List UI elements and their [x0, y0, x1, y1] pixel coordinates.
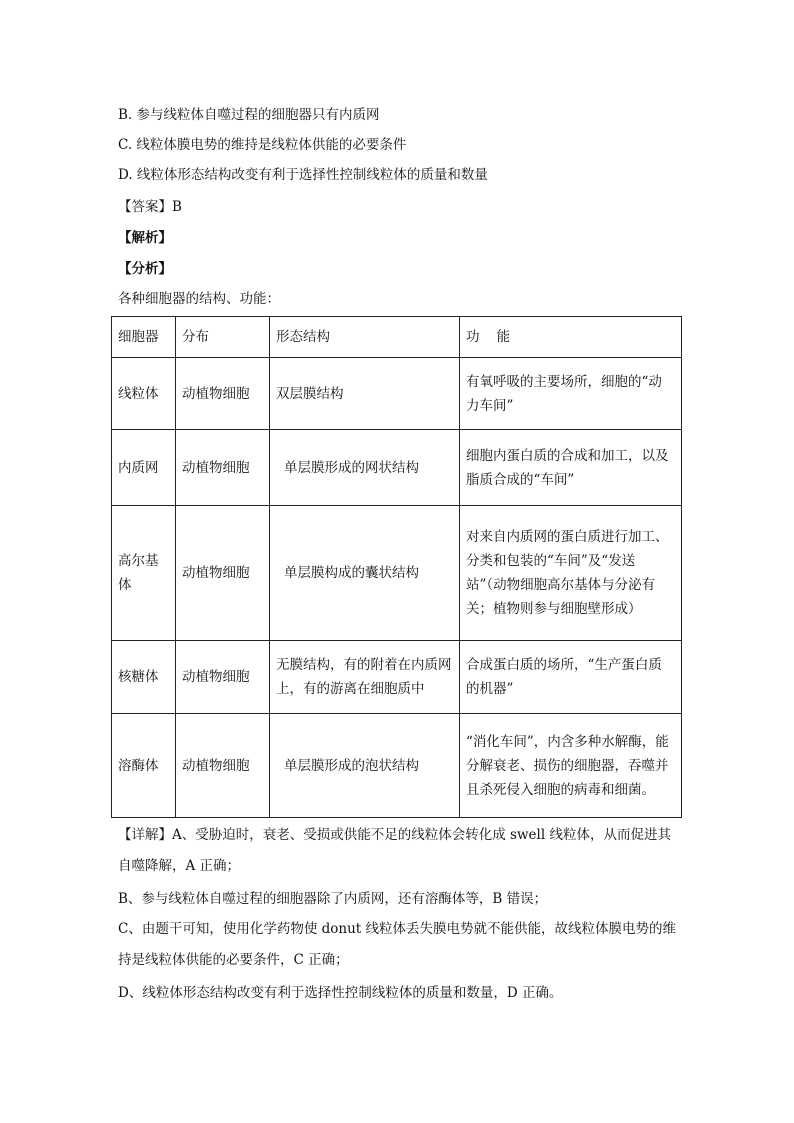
cell-structure: 单层膜构成的囊状结构 — [270, 506, 460, 641]
detail-d: D、线粒体形态结构改变有利于选择性控制线粒体的质量和数量，D 正确。 — [118, 985, 563, 1001]
table-row — [112, 430, 682, 506]
cell-organelle: 溶酶体 — [112, 714, 176, 818]
cell-distribution: 动植物细胞 — [176, 641, 270, 714]
fenxi-label: 【分析】 — [118, 261, 172, 277]
cell-structure: 单层膜形成的网状结构 — [270, 430, 460, 506]
table-row — [112, 506, 682, 641]
answer-line: 【答案】B — [118, 199, 182, 215]
detail-c: C、由题干可知，使用化学药物使 donut 线粒体丢失膜电势就不能供能，故线粒体膜电势的维持是线粒体供能的必要条件，C 正确； — [118, 921, 676, 968]
cell-organelle: 线粒体 — [112, 358, 176, 430]
analysis-label: 【解析】 — [118, 230, 172, 246]
cell-structure: 无膜结构，有的附着在内质网上，有的游离在细胞质中 — [270, 641, 460, 714]
cell-organelle: 核糖体 — [112, 641, 176, 714]
header-function: 功 能 — [460, 317, 682, 358]
cell-structure: 单层膜形成的泡状结构 — [270, 714, 460, 818]
cell-organelle: 高尔基体 — [112, 506, 176, 641]
option-c: C. 线粒体膜电势的维持是线粒体供能的必要条件 — [118, 137, 407, 153]
cell-function: 细胞内蛋白质的合成和加工，以及脂质合成的“车间” — [460, 430, 682, 506]
option-b: B. 参与线粒体自噬过程的细胞器只有内质网 — [118, 107, 380, 123]
cell-function: 合成蛋白质的场所，“生产蛋白质的机器” — [460, 641, 682, 714]
table-header-row — [112, 317, 682, 358]
cell-function: 对来自内质网的蛋白质进行加工、分类和包装的“车间”及“发送站”（动物细胞高尔基体与分泌有关；植物则参与细胞壁形成） — [460, 506, 682, 641]
table-row — [112, 714, 682, 818]
table-row — [112, 358, 682, 430]
cell-organelle: 内质网 — [112, 430, 176, 506]
cell-distribution: 动植物细胞 — [176, 714, 270, 818]
cell-function: “消化车间”，内含多种水解酶，能分解衰老、损伤的细胞器，吞噬并且杀死侵入细胞的病毒和细菌。 — [460, 714, 682, 818]
detail-b: B、参与线粒体自噬过程的细胞器除了内质网，还有溶酶体等，B 错误； — [118, 891, 548, 907]
cell-structure: 双层膜结构 — [270, 358, 460, 430]
table-intro: 各种细胞器的结构、功能： — [118, 291, 280, 307]
table-row — [112, 641, 682, 714]
cell-distribution: 动植物细胞 — [176, 506, 270, 641]
cell-distribution: 动植物细胞 — [176, 358, 270, 430]
option-d: D. 线粒体形态结构改变有利于选择性控制线粒体的质量和数量 — [118, 167, 488, 183]
cell-distribution: 动植物细胞 — [176, 430, 270, 506]
organelle-table — [111, 316, 682, 818]
cell-function: 有氧呼吸的主要场所，细胞的“动力车间” — [460, 358, 682, 430]
header-organelle: 细胞器 — [112, 317, 176, 358]
header-distribution: 分布 — [176, 317, 270, 358]
header-structure: 形态结构 — [270, 317, 460, 358]
detail-a: 【详解】A、受胁迫时，衰老、受损或供能不足的线粒体会转化成 swell 线粒体，从而促进其自噬降解，A 正确； — [118, 827, 671, 874]
